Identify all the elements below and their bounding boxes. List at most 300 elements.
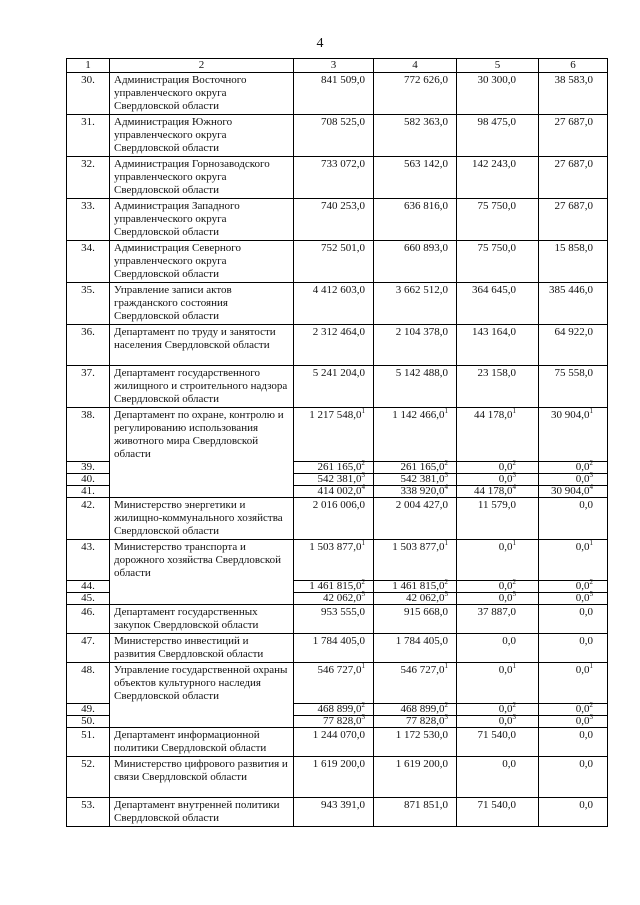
footnote-mark: 2 — [444, 701, 448, 709]
total-amount-cell — [294, 157, 374, 199]
row-number-cell — [67, 704, 110, 716]
row-number-cell-text: 39. — [81, 461, 95, 473]
footnote-mark: 1 — [589, 662, 593, 670]
amount-col5-cell — [457, 578, 539, 593]
row-number-cell-text: 53. — [81, 799, 95, 811]
amount-col6-cell — [539, 73, 608, 115]
row-number-cell-text: 51. — [81, 729, 95, 741]
row-number-cell-text: 42. — [81, 499, 95, 511]
table-row — [67, 283, 608, 325]
amount-col6-cell — [539, 701, 608, 716]
amount-col6-cell-text: 0,0 — [579, 758, 593, 770]
footnote-mark: 1 — [512, 407, 516, 415]
amount-col6-cell-text: 75 558,0 — [554, 367, 593, 379]
table-row — [67, 728, 608, 757]
total-amount-cell — [294, 590, 374, 605]
row-number-cell — [67, 366, 110, 408]
footnote-mark: 1 — [361, 662, 365, 670]
organization-name-cell-text: Администрация Южного управленческого округа Свердловской области — [114, 116, 233, 154]
organization-name-cell-text: Департамент информационной политики Свердловской области — [114, 729, 267, 754]
amount-col5-cell-text: 44 178,0 — [474, 485, 513, 497]
row-number-cell — [67, 498, 110, 540]
total-amount-cell-text: 468 899,0 — [317, 703, 362, 715]
organization-name-cell — [110, 325, 294, 366]
footnote-mark: 1 — [444, 539, 448, 547]
amount-col5-cell-text: 30 300,0 — [477, 74, 516, 86]
total-amount-cell-text: 740 253,0 — [321, 200, 365, 212]
table-row — [67, 73, 608, 115]
total-amount-cell — [294, 713, 374, 728]
amount-col6-cell-text: 30 904,0 — [551, 485, 590, 497]
row-number-cell-text: 38. — [81, 409, 95, 421]
row-number-cell-text: 34. — [81, 242, 95, 254]
row-number-cell-text: 50. — [81, 715, 95, 727]
amount-col4-cell-text: 77 828,0 — [406, 715, 445, 727]
amount-col6-cell — [539, 757, 608, 798]
amount-col4-cell-text: 1 172 530,0 — [395, 729, 448, 741]
amount-col4-cell-text: 1 784 405,0 — [395, 635, 448, 647]
organization-name-cell — [110, 199, 294, 241]
amount-col4-cell — [374, 713, 457, 728]
amount-col5-cell — [457, 540, 539, 581]
footnote-mark: 3 — [444, 471, 448, 479]
footnote-mark: 1 — [589, 407, 593, 415]
amount-col5-cell — [457, 590, 539, 605]
amount-col4-cell-text: 582 363,0 — [404, 116, 448, 128]
footnote-mark: 3 — [361, 713, 365, 721]
row-number-cell — [67, 474, 110, 486]
amount-col4-cell-text: 1 503 877,0 — [392, 541, 445, 553]
total-amount-cell — [294, 540, 374, 581]
amount-col6-cell — [539, 408, 608, 462]
amount-col6-cell-text: 0,0 — [575, 664, 590, 676]
row-number-cell — [67, 757, 110, 798]
amount-col5-cell-text: 0,0 — [498, 715, 513, 727]
amount-col4-cell — [374, 540, 457, 581]
row-number-cell — [67, 581, 110, 593]
amount-col4-cell-text: 338 920,0 — [400, 485, 445, 497]
footnote-mark: 4 — [589, 483, 593, 491]
footnote-mark: 5 — [589, 590, 593, 598]
footnote-mark: 1 — [361, 539, 365, 547]
footnote-mark: 2 — [589, 701, 593, 709]
organization-name-cell-text: Управление государственной охраны объектов культурного наследия Свердловской области — [114, 664, 288, 702]
amount-col5-cell-text: 0,0 — [498, 664, 513, 676]
total-amount-cell-text: 5 241 204,0 — [312, 367, 365, 379]
amount-col4-cell-text: 542 381,0 — [400, 473, 445, 485]
row-number-cell — [67, 73, 110, 115]
amount-col5-cell — [457, 483, 539, 498]
amount-col6-cell-text: 64 922,0 — [554, 326, 593, 338]
total-amount-cell — [294, 757, 374, 798]
amount-col4-cell-text: 2 104 378,0 — [395, 326, 448, 338]
footnote-mark: 1 — [512, 662, 516, 670]
table-header-row — [67, 59, 608, 73]
amount-col6-cell — [539, 540, 608, 581]
amount-col5-cell — [457, 728, 539, 757]
total-amount-cell-text: 1 784 405,0 — [312, 635, 365, 647]
organization-name-cell — [110, 728, 294, 757]
amount-col6-cell-text: 0,0 — [579, 799, 593, 811]
amount-col5-cell — [457, 471, 539, 486]
footnote-mark: 2 — [512, 459, 516, 467]
organization-name-cell — [110, 605, 294, 634]
organization-name-cell-text: Администрация Горнозаводского управленческого округа Свердловской области — [114, 158, 270, 196]
amount-col5-cell-text: 44 178,0 — [474, 409, 513, 421]
amount-col6-cell-text: 0,0 — [575, 461, 590, 473]
footnote-mark: 2 — [361, 578, 365, 586]
total-amount-cell — [294, 366, 374, 408]
amount-col6-cell — [539, 483, 608, 498]
amount-col5-cell-text: 0,0 — [498, 461, 513, 473]
row-number-cell-text: 35. — [81, 284, 95, 296]
row-number-cell-text: 47. — [81, 635, 95, 647]
row-number-cell-text: 30. — [81, 74, 95, 86]
amount-col4-cell — [374, 498, 457, 540]
footnote-mark: 2 — [512, 578, 516, 586]
row-number-cell — [67, 716, 110, 728]
amount-col5-cell-text: 37 887,0 — [477, 606, 516, 618]
amount-col6-cell-text: 27 687,0 — [554, 158, 593, 170]
table-row — [67, 366, 608, 408]
footnote-mark: 1 — [512, 539, 516, 547]
amount-col4-cell — [374, 798, 457, 827]
amount-col6-cell — [539, 283, 608, 325]
organization-name-cell-text: Департамент по труду и занятости населения Свердловской области — [114, 326, 276, 351]
total-amount-cell — [294, 663, 374, 704]
amount-col6-cell — [539, 199, 608, 241]
total-amount-cell-text: 2 312 464,0 — [312, 326, 365, 338]
amount-col4-cell-text: 871 851,0 — [404, 799, 448, 811]
table-row — [67, 540, 608, 581]
amount-col6-cell-text: 0,0 — [579, 635, 593, 647]
row-number-cell-text: 44. — [81, 580, 95, 592]
organization-name-cell-text: Администрация Западного управленческого округа Свердловской области — [114, 200, 240, 238]
footnote-mark: 4 — [444, 483, 448, 491]
amount-col5-cell — [457, 199, 539, 241]
table-row — [67, 241, 608, 283]
amount-col6-cell-text: 0,0 — [579, 606, 593, 618]
amount-col6-cell-text: 38 583,0 — [554, 74, 593, 86]
row-number-cell — [67, 634, 110, 663]
row-number-cell — [67, 325, 110, 366]
amount-col5-cell — [457, 798, 539, 827]
organization-name-cell-text: Администрация Северного управленческого округа Свердловской области — [114, 242, 241, 280]
column-header: 3 — [294, 59, 374, 73]
amount-col5-cell — [457, 73, 539, 115]
amount-col6-cell-text: 0,0 — [575, 580, 590, 592]
amount-col6-cell — [539, 728, 608, 757]
total-amount-cell — [294, 605, 374, 634]
organization-name-cell — [110, 157, 294, 199]
column-header: 4 — [374, 59, 457, 73]
amount-col6-cell — [539, 498, 608, 540]
footnote-mark: 1 — [361, 407, 365, 415]
table-row — [67, 325, 608, 366]
amount-col4-cell-text: 660 893,0 — [404, 242, 448, 254]
total-amount-cell-text: 414 002,0 — [317, 485, 362, 497]
row-number-cell — [67, 593, 110, 605]
footnote-mark: 2 — [512, 701, 516, 709]
amount-col5-cell — [457, 366, 539, 408]
total-amount-cell-text: 42 062,0 — [323, 592, 362, 604]
amount-col4-cell-text: 915 668,0 — [404, 606, 448, 618]
amount-col4-cell — [374, 728, 457, 757]
amount-col4-cell-text: 261 165,0 — [400, 461, 445, 473]
row-number-cell-text: 40. — [81, 473, 95, 485]
organization-name-cell — [110, 757, 294, 798]
total-amount-cell-text: 542 381,0 — [317, 473, 362, 485]
organization-name-cell-text: Министерство инвестиций и развития Свердловской области — [114, 635, 264, 660]
amount-col6-cell-text: 0,0 — [575, 592, 590, 604]
organization-name-cell — [110, 408, 294, 498]
row-number-cell-text: 49. — [81, 703, 95, 715]
total-amount-cell-text: 1 217 548,0 — [309, 409, 362, 421]
total-amount-cell — [294, 728, 374, 757]
organization-name-cell-text: Администрация Восточного управленческого округа Свердловской области — [114, 74, 247, 112]
organization-name-cell — [110, 366, 294, 408]
organization-name-cell — [110, 241, 294, 283]
footnote-mark: 1 — [444, 407, 448, 415]
amount-col5-cell — [457, 241, 539, 283]
total-amount-cell-text: 1 244 070,0 — [312, 729, 365, 741]
organization-name-cell-text: Управление записи актов гражданского состояния Свердловской области — [114, 284, 232, 322]
amount-col5-cell-text: 11 579,0 — [477, 499, 516, 511]
amount-col4-cell-text: 563 142,0 — [404, 158, 448, 170]
row-number-cell-text: 41. — [81, 485, 95, 497]
footnote-mark: 3 — [512, 713, 516, 721]
organization-name-cell-text: Департамент государственного жилищного и строительного надзора Свердловской области — [114, 367, 288, 405]
amount-col4-cell-text: 636 816,0 — [404, 200, 448, 212]
amount-col6-cell-text: 0,0 — [575, 541, 590, 553]
amount-col6-cell — [539, 471, 608, 486]
amount-col4-cell — [374, 605, 457, 634]
row-number-cell-text: 48. — [81, 664, 95, 676]
amount-col5-cell-text: 0,0 — [498, 592, 513, 604]
table-row — [67, 757, 608, 798]
row-number-cell — [67, 408, 110, 462]
table-row — [67, 199, 608, 241]
footnote-mark: 1 — [589, 539, 593, 547]
amount-col6-cell-text: 27 687,0 — [554, 116, 593, 128]
amount-col4-cell — [374, 241, 457, 283]
row-number-cell — [67, 283, 110, 325]
amount-col4-cell-text: 1 619 200,0 — [395, 758, 448, 770]
amount-col5-cell — [457, 498, 539, 540]
amount-col6-cell — [539, 663, 608, 704]
organization-name-cell-text: Министерство цифрового развития и связи Свердловской области — [114, 758, 288, 783]
amount-col5-cell — [457, 713, 539, 728]
amount-col4-cell-text: 1 461 815,0 — [392, 580, 445, 592]
amount-col5-cell-text: 75 750,0 — [477, 242, 516, 254]
column-header: 1 — [67, 59, 110, 73]
amount-col4-cell-text: 546 727,0 — [400, 664, 445, 676]
total-amount-cell-text: 261 165,0 — [317, 461, 362, 473]
table-row — [67, 115, 608, 157]
organization-name-cell-text: Министерство транспорта и дорожного хозяйства Свердловской области — [114, 541, 282, 579]
total-amount-cell-text: 1 619 200,0 — [312, 758, 365, 770]
amount-col5-cell-text: 71 540,0 — [477, 729, 516, 741]
row-number-cell — [67, 157, 110, 199]
table-row — [67, 157, 608, 199]
amount-col5-cell — [457, 459, 539, 474]
total-amount-cell — [294, 798, 374, 827]
amount-col4-cell-text: 3 662 512,0 — [395, 284, 448, 296]
total-amount-cell — [294, 283, 374, 325]
amount-col4-cell — [374, 283, 457, 325]
table-row — [67, 605, 608, 634]
amount-col5-cell-text: 98 475,0 — [477, 116, 516, 128]
amount-col5-cell-text: 23 158,0 — [477, 367, 516, 379]
amount-col5-cell — [457, 325, 539, 366]
amount-col5-cell-text: 142 243,0 — [472, 158, 516, 170]
amount-col4-cell-text: 42 062,0 — [406, 592, 445, 604]
amount-col5-cell — [457, 115, 539, 157]
amount-col5-cell-text: 0,0 — [498, 473, 513, 485]
footnote-mark: 3 — [589, 713, 593, 721]
amount-col4-cell — [374, 199, 457, 241]
table-row — [67, 498, 608, 540]
total-amount-cell-text: 4 412 603,0 — [312, 284, 365, 296]
footnote-mark: 5 — [444, 590, 448, 598]
total-amount-cell-text: 841 509,0 — [321, 74, 365, 86]
total-amount-cell-text: 1 461 815,0 — [309, 580, 362, 592]
amount-col4-cell-text: 5 142 488,0 — [395, 367, 448, 379]
amount-col4-cell — [374, 590, 457, 605]
amount-col4-cell-text: 2 004 427,0 — [395, 499, 448, 511]
footnote-mark: 4 — [512, 483, 516, 491]
amount-col4-cell — [374, 757, 457, 798]
total-amount-cell — [294, 634, 374, 663]
organization-name-cell-text: Департамент внутренней политики Свердловской области — [114, 799, 280, 824]
amount-col5-cell — [457, 605, 539, 634]
total-amount-cell-text: 708 525,0 — [321, 116, 365, 128]
column-header: 6 — [539, 59, 608, 73]
total-amount-cell-text: 77 828,0 — [323, 715, 362, 727]
amount-col4-cell — [374, 325, 457, 366]
amount-col5-cell-text: 71 540,0 — [477, 799, 516, 811]
amount-col4-cell-text: 1 142 466,0 — [392, 409, 445, 421]
amount-col6-cell — [539, 325, 608, 366]
row-number-cell — [67, 798, 110, 827]
amount-col5-cell-text: 143 164,0 — [472, 326, 516, 338]
organization-name-cell — [110, 540, 294, 605]
amount-col6-cell — [539, 713, 608, 728]
organization-name-cell-text: Министерство энергетики и жилищно-коммунального хозяйства Свердловской области — [114, 499, 283, 537]
total-amount-cell — [294, 115, 374, 157]
row-number-cell — [67, 728, 110, 757]
amount-col6-cell-text: 385 446,0 — [549, 284, 593, 296]
amount-col6-cell — [539, 115, 608, 157]
amount-col6-cell-text: 27 687,0 — [554, 200, 593, 212]
footnote-mark: 2 — [444, 459, 448, 467]
amount-col5-cell — [457, 283, 539, 325]
footnote-mark: 5 — [512, 590, 516, 598]
footnote-mark: 4 — [361, 483, 365, 491]
amount-col6-cell — [539, 366, 608, 408]
amount-col5-cell — [457, 157, 539, 199]
total-amount-cell-text: 752 501,0 — [321, 242, 365, 254]
total-amount-cell-text: 546 727,0 — [317, 664, 362, 676]
total-amount-cell — [294, 325, 374, 366]
amount-col6-cell-text: 0,0 — [579, 499, 593, 511]
organization-name-cell — [110, 634, 294, 663]
amount-col4-cell-text: 772 626,0 — [404, 74, 448, 86]
footnote-mark: 2 — [589, 578, 593, 586]
amount-col6-cell — [539, 157, 608, 199]
row-number-cell — [67, 540, 110, 581]
amount-col4-cell — [374, 366, 457, 408]
amount-col4-cell — [374, 157, 457, 199]
row-number-cell — [67, 663, 110, 704]
organization-name-cell — [110, 498, 294, 540]
amount-col5-cell-text: 0,0 — [498, 580, 513, 592]
table-row — [67, 634, 608, 663]
row-number-cell-text: 46. — [81, 606, 95, 618]
organization-name-cell — [110, 115, 294, 157]
row-number-cell — [67, 486, 110, 498]
amount-col5-cell-text: 0,0 — [502, 758, 516, 770]
row-number-cell — [67, 605, 110, 634]
row-number-cell-text: 33. — [81, 200, 95, 212]
row-number-cell — [67, 115, 110, 157]
organization-name-cell — [110, 283, 294, 325]
amount-col5-cell — [457, 663, 539, 704]
total-amount-cell — [294, 73, 374, 115]
amount-col6-cell — [539, 634, 608, 663]
amount-col6-cell-text: 0,0 — [575, 473, 590, 485]
organization-name-cell-text: Департамент государственных закупок Свердловской области — [114, 606, 259, 631]
row-number-cell-text: 45. — [81, 592, 95, 604]
footnote-mark: 3 — [361, 471, 365, 479]
row-number-cell-text: 31. — [81, 116, 95, 128]
column-header: 2 — [110, 59, 294, 73]
total-amount-cell — [294, 498, 374, 540]
amount-col6-cell-text: 30 904,0 — [551, 409, 590, 421]
row-number-cell — [67, 462, 110, 474]
amount-col4-cell — [374, 663, 457, 704]
amount-col5-cell-text: 364 645,0 — [472, 284, 516, 296]
amount-col6-cell-text: 0,0 — [575, 703, 590, 715]
amount-col5-cell — [457, 701, 539, 716]
amount-col6-cell-text: 0,0 — [579, 729, 593, 741]
amount-col4-cell — [374, 634, 457, 663]
organization-name-cell — [110, 663, 294, 728]
amount-col6-cell-text: 15 858,0 — [554, 242, 593, 254]
footnote-mark: 5 — [361, 590, 365, 598]
amount-col5-cell-text: 0,0 — [498, 541, 513, 553]
total-amount-cell-text: 1 503 877,0 — [309, 541, 362, 553]
row-number-cell — [67, 199, 110, 241]
footnote-mark: 2 — [361, 701, 365, 709]
total-amount-cell — [294, 483, 374, 498]
footnote-mark: 3 — [589, 471, 593, 479]
amount-col5-cell — [457, 634, 539, 663]
organization-name-cell — [110, 798, 294, 827]
footnote-mark: 2 — [589, 459, 593, 467]
amount-col6-cell — [539, 798, 608, 827]
total-amount-cell — [294, 199, 374, 241]
amount-col4-cell — [374, 115, 457, 157]
table-row — [67, 663, 608, 704]
amount-col6-cell — [539, 605, 608, 634]
amount-col5-cell-text: 75 750,0 — [477, 200, 516, 212]
total-amount-cell — [294, 408, 374, 462]
amount-col6-cell — [539, 590, 608, 605]
amount-col5-cell — [457, 408, 539, 462]
footnote-mark: 3 — [512, 471, 516, 479]
footnote-mark: 2 — [444, 578, 448, 586]
